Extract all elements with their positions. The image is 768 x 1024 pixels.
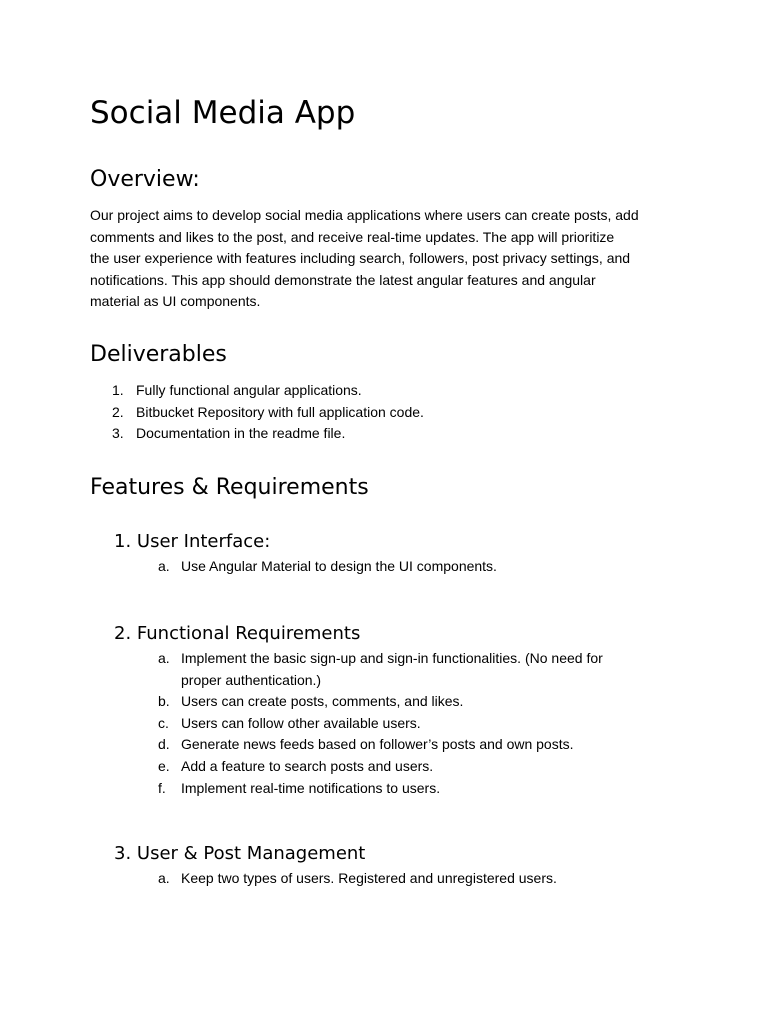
deliverables-list [112,380,424,445]
functional-requirements-list [158,648,603,799]
list-item [158,713,603,735]
list-item [158,556,497,578]
features-heading: Features & Requirements [90,475,369,500]
list-item [112,423,424,445]
list-item [158,778,603,800]
list-item [112,402,424,424]
deliverables-heading: Deliverables [90,342,227,367]
overview-line: the user experience with features including search, followers, post privacy settings, and [90,250,631,267]
list-item-text: Documentation in the readme file. [136,425,346,442]
list-item [158,734,603,756]
document-title: Social Media App [90,95,356,131]
overview-heading: Overview: [90,167,200,192]
user-interface-list [158,556,497,578]
section-heading-user-interface: 1. User Interface: [114,531,271,552]
list-item-text: Bitbucket Repository with full application code. [136,403,424,420]
list-marker: a. [158,650,170,666]
list-item [158,868,557,890]
section-heading-user-post-management: 3. User & Post Management [114,843,366,864]
list-item-text: Use Angular Material to design the UI components. [181,558,497,574]
list-item-text: Implement the basic sign-up and sign-in functionalities. (No need for [181,650,603,666]
list-marker: b. [158,693,170,710]
list-marker: f. [158,779,166,796]
overview-paragraph [90,205,685,313]
list-item-text: Keep two types of users. Registered and unregistered users. [181,870,557,886]
list-marker: c. [158,714,169,731]
list-marker: e. [158,757,170,774]
list-item-text: Fully functional angular applications. [136,382,362,398]
list-item [158,691,603,713]
list-marker: a. [158,558,170,574]
overview-line: Our project aims to develop social media applications where users can create posts, add [90,207,639,223]
section-heading-functional-requirements: 2. Functional Requirements [114,623,361,644]
list-item-continuation: proper authentication.) [181,671,322,688]
overview-line: notifications. This app should demonstrate the latest angular features and angular [90,271,596,288]
list-item [158,756,603,778]
list-marker: 2. [112,403,124,420]
overview-line: material as UI components. [90,293,261,310]
list-item-text: Users can create posts, comments, and likes. [181,693,464,710]
list-marker: a. [158,870,170,886]
overview-line: comments and likes to the post, and receive real-time updates. The app will prioritize [90,228,615,245]
list-item-text: Implement real-time notifications to users. [181,779,441,796]
list-item [158,648,603,691]
user-post-management-list [158,868,557,890]
list-marker: d. [158,736,170,753]
list-marker: 3. [112,425,124,442]
list-item-text: Generate news feeds based on follower’s posts and own posts. [181,736,574,753]
list-item-text: Users can follow other available users. [181,714,421,731]
list-marker: 1. [112,382,124,398]
list-item-text: Add a feature to search posts and users. [181,757,434,774]
list-item [112,380,424,402]
